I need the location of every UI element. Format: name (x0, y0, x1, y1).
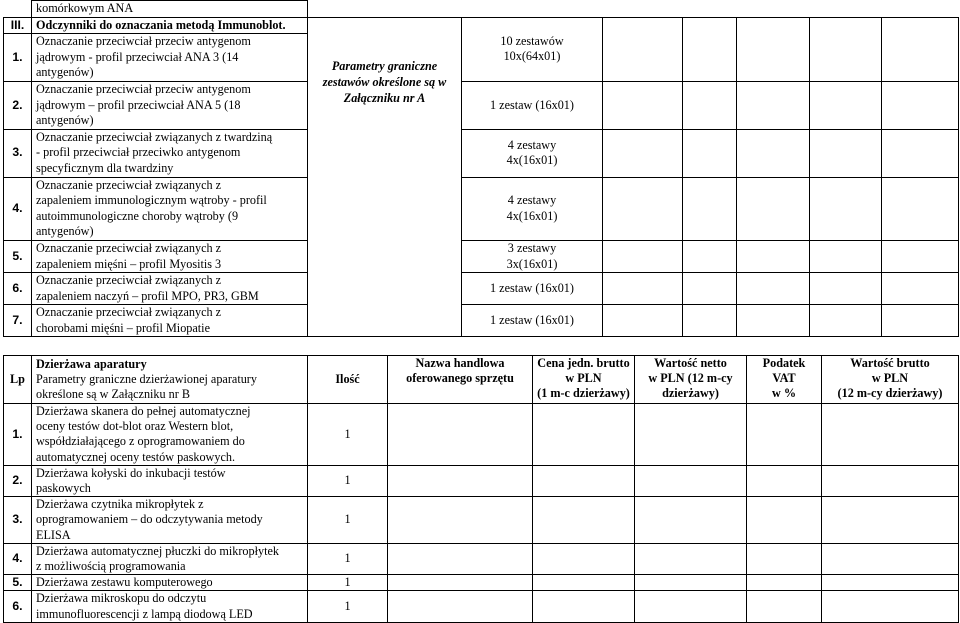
table-row (4, 465, 959, 496)
table-row (4, 575, 959, 591)
table-row (4, 591, 959, 622)
row-quantity: 4 zestawy 4x(16x01) (462, 129, 603, 177)
table-row (4, 497, 959, 544)
row-quantity: 1 (308, 497, 388, 544)
header-lp: Lp (4, 356, 32, 404)
row-description: Dzierżawa kołyski do inkubacji testów paskowych (32, 465, 308, 496)
row-number: 3. (4, 497, 32, 544)
row-description: Oznaczanie przeciwciał przeciw antygenom jądrowym – profil przeciwciał ANA 5 (18 antygenów) (32, 81, 308, 129)
row-quantity: 1 (308, 591, 388, 622)
row-quantity: 1 (308, 543, 388, 574)
header-row (4, 356, 959, 404)
row-quantity: 1 zestaw (16x01) (462, 273, 603, 305)
header-trade-name: Nazwa handlowa oferowanego sprzętu (388, 356, 533, 404)
row-description: Dzierżawa skanera do pełnej automatycznej oceny testów dot-blot oraz Western blot, współdziałającego z oprogramowaniem do automatycznej oceny testów paskowych. (32, 404, 308, 466)
row-description: Oznaczanie przeciwciał związanych z chorobami mięśni – profil Miopatie (32, 305, 308, 337)
row-number: 2. (4, 465, 32, 496)
row-number: 4. (4, 543, 32, 574)
table-row (4, 81, 959, 129)
row-number: 1. (4, 404, 32, 466)
row-description: Dzierżawa czytnika mikropłytek z oprogramowaniem – do odczytywania metody ELISA (32, 497, 308, 544)
continuation-row (4, 1, 959, 18)
section-number: III. (4, 17, 32, 34)
param-note: Parametry graniczne zestawów określone są w Załączniku nr A (308, 17, 462, 337)
header-unit-price: Cena jedn. brutto w PLN (1 m-c dzierżawy) (533, 356, 635, 404)
row-description: Oznaczanie przeciwciał związanych z zapaleniem mięśni – profil Myositis 3 (32, 240, 308, 272)
row-description: Oznaczanie przeciwciał związanych z zapaleniem immunologicznym wątroby - profil autoimmunologiczne choroby wątroby (9 antygenów) (32, 177, 308, 240)
row-quantity: 4 zestawy 4x(16x01) (462, 177, 603, 240)
header-description: Dzierżawa aparatury Parametry graniczne dzierżawionej aparatury określone są w Załączniku nr B (32, 356, 308, 404)
row-description: Oznaczanie przeciwciał związanych z twardziną - profil przeciwciał przeciwko antygenom specyficznym dla twardziny (32, 129, 308, 177)
row-description: Dzierżawa mikroskopu do odczytu immunofluorescencji z lampą diodową LED (32, 591, 308, 622)
header-vat: Podatek VAT w % (747, 356, 822, 404)
table-row (4, 129, 959, 177)
row-quantity: 1 (308, 404, 388, 466)
row-number: 5. (4, 575, 32, 591)
row-number: 1. (4, 34, 32, 82)
row-quantity: 1 (308, 465, 388, 496)
table-row (4, 273, 959, 305)
row-quantity: 1 zestaw (16x01) (462, 305, 603, 337)
table-row (4, 404, 959, 466)
header-net-value: Wartość netto w PLN (12 m-cy dzierżawy) (635, 356, 747, 404)
row-number: 5. (4, 240, 32, 272)
table-row (4, 543, 959, 574)
section-row (4, 17, 959, 34)
table-row (4, 305, 959, 337)
reagents-table (3, 0, 959, 337)
header-gross-value: Wartość brutto w PLN (12 m-cy dzierżawy) (822, 356, 959, 404)
lease-table (3, 355, 959, 623)
header-quantity: Ilość (308, 356, 388, 404)
row-quantity: 1 (308, 575, 388, 591)
row-description: Oznaczanie przeciwciał związanych z zapaleniem naczyń – profil MPO, PR3, GBM (32, 273, 308, 305)
row-number: 2. (4, 81, 32, 129)
row-quantity: 10 zestawów 10x(64x01) (462, 34, 603, 82)
row-quantity: 3 zestawy 3x(16x01) (462, 240, 603, 272)
row-number: 4. (4, 177, 32, 240)
section-title: Odczynniki do oznaczania metodą Immunoblot. (32, 17, 308, 34)
row-description: Dzierżawa zestawu komputerowego (32, 575, 308, 591)
row-number: 6. (4, 591, 32, 622)
row-number: 6. (4, 273, 32, 305)
row-number: 7. (4, 305, 32, 337)
row-description: Dzierżawa automatycznej płuczki do mikropłytek z możliwością programowania (32, 543, 308, 574)
table-row (4, 177, 959, 240)
table-row (4, 240, 959, 272)
row-description: Oznaczanie przeciwciał przeciw antygenom jądrowym - profil przeciwciał ANA 3 (14 antygenów) (32, 34, 308, 82)
continuation-text: komórkowym ANA (32, 1, 308, 18)
row-number: 3. (4, 129, 32, 177)
row-quantity: 1 zestaw (16x01) (462, 81, 603, 129)
table-row (4, 34, 959, 82)
